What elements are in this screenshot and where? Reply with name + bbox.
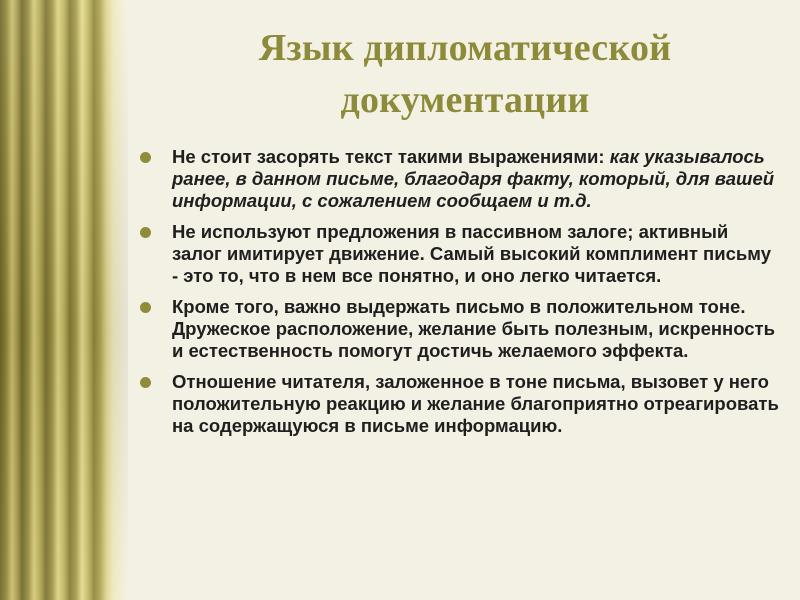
slide-title [140,22,790,126]
bullet-text: Отношение читателя, заложенное в тоне письма, вызовет у него положительную реакцию и желание благоприятно отреагировать на содержащуюся в письме информацию. [172,371,779,436]
bullet-item-1 [140,146,780,212]
bullet-list [140,146,780,446]
bullet-text: Не используют предложения в пассивном залоге; активный залог имитирует движение. Самый высокий комплимент письму - это то, что в нем все понятно, и оно легко читается. [172,221,771,286]
decorative-stripe-border [0,0,128,600]
bullet-dot-icon [140,377,151,388]
bullet-dot-icon [140,227,151,238]
bullet-item-4 [140,371,780,437]
bullet-text: Кроме того, важно выдержать письмо в положительном тоне. Дружеское расположение, желание быть полезным, искренность и естественность помогут достичь желаемого эффекта. [172,296,775,361]
slide-title-line-1: Язык дипломатической [258,27,672,69]
bullet-italic-examples: как указывалось ранее, в данном письме, благодаря факту, который, для вашей информации, с сожалением сообщаем и т.д. [172,146,775,211]
bullet-dot-icon [140,152,151,163]
bullet-text: Не стоит засорять текст такими выражениями: [172,146,610,167]
bullet-item-3 [140,296,780,362]
bullet-dot-icon [140,302,151,313]
bullet-item-2 [140,221,780,287]
slide-title-line-2: документации [340,79,590,121]
